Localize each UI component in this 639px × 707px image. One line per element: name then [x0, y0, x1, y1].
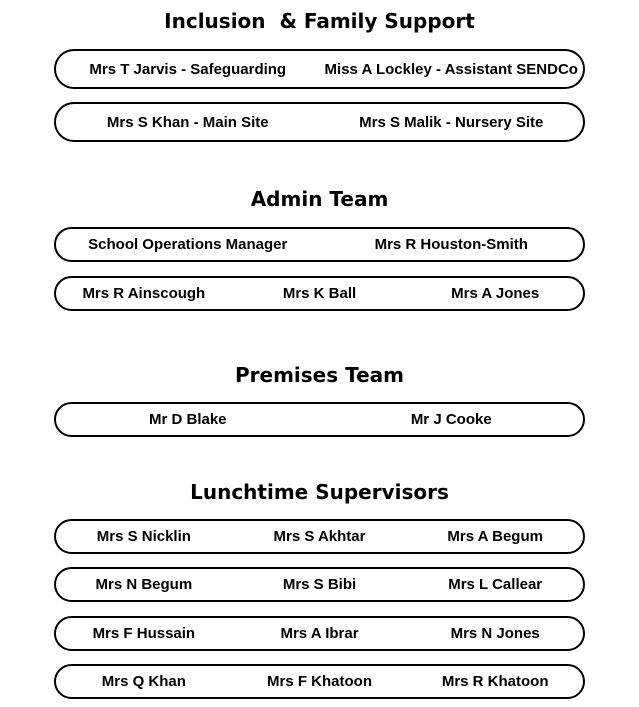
- staff-name: Mrs N Begum: [95, 576, 193, 593]
- staff-name: Mrs F Hussain: [92, 625, 196, 642]
- staff-name: Mrs S Bibi: [282, 576, 357, 593]
- staff-name: Mrs F Khatoon: [267, 673, 372, 690]
- staff-name: Mrs R Houston-Smith: [374, 236, 528, 253]
- staff-name: School Operations Manager: [88, 236, 288, 253]
- staff-pill: [54, 227, 585, 262]
- staff-name: Mrs S Khan - Main Site: [106, 113, 269, 131]
- section-premises-team: [0, 364, 639, 437]
- staff-name: Mrs K Ball: [282, 285, 357, 302]
- staff-name: Mrs R Khatoon: [441, 673, 549, 690]
- staff-name: Mr J Cooke: [410, 411, 492, 428]
- staff-name: Mrs R Ainscough: [82, 285, 206, 302]
- staff-pill: [54, 664, 585, 699]
- staff-name: Mrs A Jones: [451, 285, 540, 302]
- staff-name: Mrs A Begum: [447, 528, 543, 545]
- staff-name: Mrs T Jarvis - Safeguarding: [89, 60, 287, 78]
- staff-pill: [54, 519, 585, 554]
- staff-name: Miss A Lockley - Assistant SENDCo: [324, 60, 578, 78]
- staff-name: Mrs Q Khan: [101, 673, 186, 690]
- section-title: Inclusion & Family Support: [164, 9, 475, 33]
- staff-pill: [54, 616, 585, 651]
- staff-pill: [54, 49, 585, 89]
- section-admin-team: [0, 188, 639, 311]
- section-title: Lunchtime Supervisors: [190, 480, 449, 504]
- staff-pill: [54, 567, 585, 602]
- staff-pill: [54, 102, 585, 142]
- staff-name: Mrs S Malik - Nursery Site: [359, 113, 544, 131]
- staff-pill: [54, 402, 585, 437]
- staff-name: Mrs N Jones: [450, 625, 540, 642]
- staff-name: Mr D Blake: [148, 411, 227, 428]
- section-title: Premises Team: [234, 363, 404, 387]
- staff-name: Mrs S Nicklin: [96, 528, 191, 545]
- staff-name: Mrs A Ibrar: [280, 625, 359, 642]
- section-inclusion-family-support: [0, 10, 639, 142]
- section-title: Admin Team: [250, 187, 389, 211]
- staff-pill: [54, 276, 585, 311]
- staff-name: Mrs S Akhtar: [273, 528, 366, 545]
- staff-name: Mrs L Callear: [448, 576, 543, 593]
- section-lunchtime-supervisors: [0, 481, 639, 699]
